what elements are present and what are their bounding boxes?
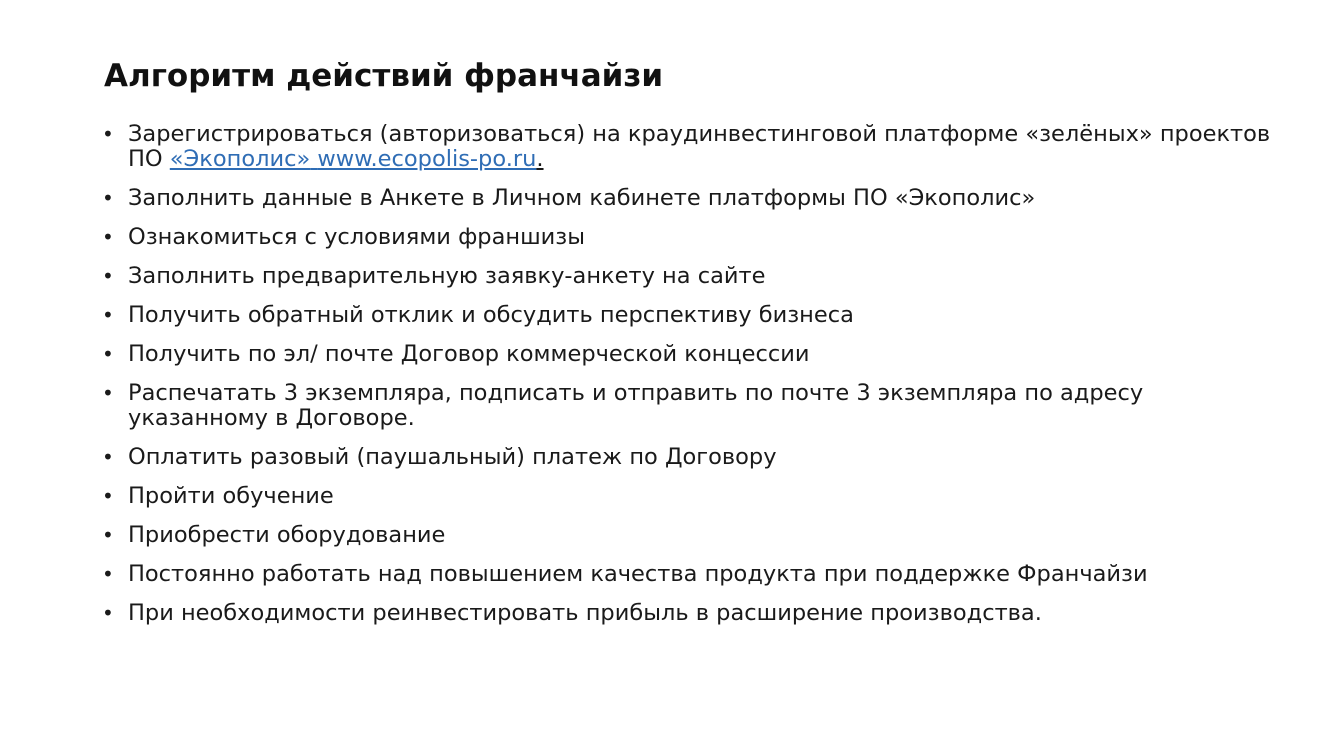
ecopolis-link[interactable]: «Экополис» — [169, 146, 311, 172]
list-item — [100, 484, 1280, 509]
item-text: Ознакомиться с условиями франшизы — [128, 224, 586, 250]
list-item — [100, 303, 1280, 328]
item-text: Постоянно работать над повышением качества продукта при поддержке Франчайзи — [128, 561, 1148, 587]
item-text: Приобрести оборудование — [128, 522, 446, 548]
item-text: Заполнить предварительную заявку-анкету на сайте — [128, 263, 766, 289]
list-item — [100, 445, 1280, 470]
list-item — [100, 601, 1280, 626]
bullet: • — [102, 122, 114, 146]
bullet: • — [102, 484, 114, 508]
bullet: • — [102, 601, 114, 625]
item-text: Зарегистрироваться (авторизоваться) на краудинвестинговой платформе «зелёных» проектов ПО — [128, 121, 1271, 172]
item-text: Пройти обучение — [128, 483, 334, 509]
steps-list — [100, 122, 1280, 640]
bullet: • — [102, 186, 114, 210]
list-item — [100, 186, 1280, 211]
bullet: • — [102, 342, 114, 366]
list-item — [100, 122, 1280, 172]
list-item — [100, 342, 1280, 367]
bullet: • — [102, 523, 114, 547]
item-end: . — [536, 146, 544, 172]
list-item — [100, 264, 1280, 289]
list-item — [100, 225, 1280, 250]
bullet: • — [102, 225, 114, 249]
item-text: Распечатать 3 экземпляра, подписать и отправить по почте 3 экземпляра по адресу указанному в Договоре. — [128, 380, 1144, 431]
bullet: • — [102, 381, 114, 405]
item-text: При необходимости реинвестировать прибыль в расширение производства. — [128, 600, 1042, 626]
slide-title: Алгоритм действий франчайзи — [104, 58, 664, 94]
website-link[interactable]: www.ecopolis-po.ru — [317, 146, 537, 172]
item-text: Получить обратный отклик и обсудить перспективу бизнеса — [128, 302, 854, 328]
list-item — [100, 562, 1280, 587]
list-item — [100, 523, 1280, 548]
item-text: Оплатить разовый (паушальный) платеж по Договору — [128, 444, 777, 470]
bullet: • — [102, 303, 114, 327]
item-text: Получить по эл/ почте Договор коммерческой концессии — [128, 341, 810, 367]
bullet: • — [102, 264, 114, 288]
list-item — [100, 381, 1280, 431]
bullet: • — [102, 562, 114, 586]
bullet: • — [102, 445, 114, 469]
item-text: Заполнить данные в Анкете в Личном кабинете платформы ПО «Экополис» — [128, 185, 1036, 211]
